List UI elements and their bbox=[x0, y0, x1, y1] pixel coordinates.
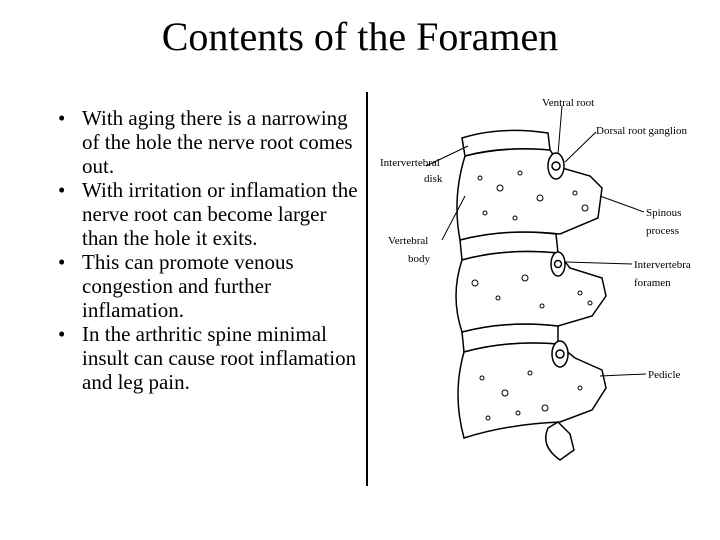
bullet-text: In the arthritic spine minimal insult can cause root inflamation and leg pain. bbox=[82, 322, 357, 394]
bullet-item bbox=[58, 178, 358, 250]
nerve-root-shape bbox=[552, 341, 568, 367]
column-divider bbox=[366, 92, 368, 486]
bullet-marker: • bbox=[58, 250, 66, 274]
label-pedicle: Pedicle bbox=[648, 369, 681, 381]
bullet-marker: • bbox=[58, 178, 66, 202]
bullet-item bbox=[58, 322, 358, 394]
bullet-marker: • bbox=[58, 106, 66, 130]
vertebral-body-shape bbox=[457, 149, 602, 240]
bullet-list bbox=[58, 106, 358, 394]
label-dorsal-root-ganglion: Dorsal root ganglion bbox=[596, 125, 688, 137]
bullet-text: With irritation or inflamation the nerve root can become larger than the hole it exits. bbox=[82, 178, 358, 250]
vertebral-body-shape bbox=[456, 252, 606, 332]
vertebral-body-shape bbox=[458, 343, 606, 438]
label-ventral-root: Ventral root bbox=[542, 97, 595, 109]
bullet-text: With aging there is a narrowing of the hole the nerve root comes out. bbox=[82, 106, 353, 178]
label-vertebral-body: Vertebral bbox=[388, 235, 429, 247]
label-spinous-process: Spinous bbox=[646, 207, 682, 219]
bullet-item bbox=[58, 106, 358, 178]
spine-drawing bbox=[426, 106, 646, 460]
label-intervertebral-disk: Intervertebral bbox=[380, 157, 440, 169]
bullet-item bbox=[58, 250, 358, 322]
label-intervertebral-foramen: Intervertebra bbox=[634, 259, 691, 271]
bullet-marker: • bbox=[58, 322, 66, 346]
nerve-root-shape bbox=[548, 153, 564, 179]
spine-illustration bbox=[370, 88, 720, 488]
nerve-root-shape bbox=[551, 252, 565, 276]
bullet-text: This can promote venous congestion and further inflamation. bbox=[82, 250, 294, 322]
label-spinous-process-line2: process bbox=[646, 225, 679, 237]
label-intervertebral-foramen-line2: foramen bbox=[634, 277, 671, 289]
label-intervertebral-disk-line2: disk bbox=[424, 173, 443, 185]
label-vertebral-body-line2: body bbox=[408, 253, 430, 265]
slide-title: Contents of the Foramen bbox=[161, 14, 559, 59]
